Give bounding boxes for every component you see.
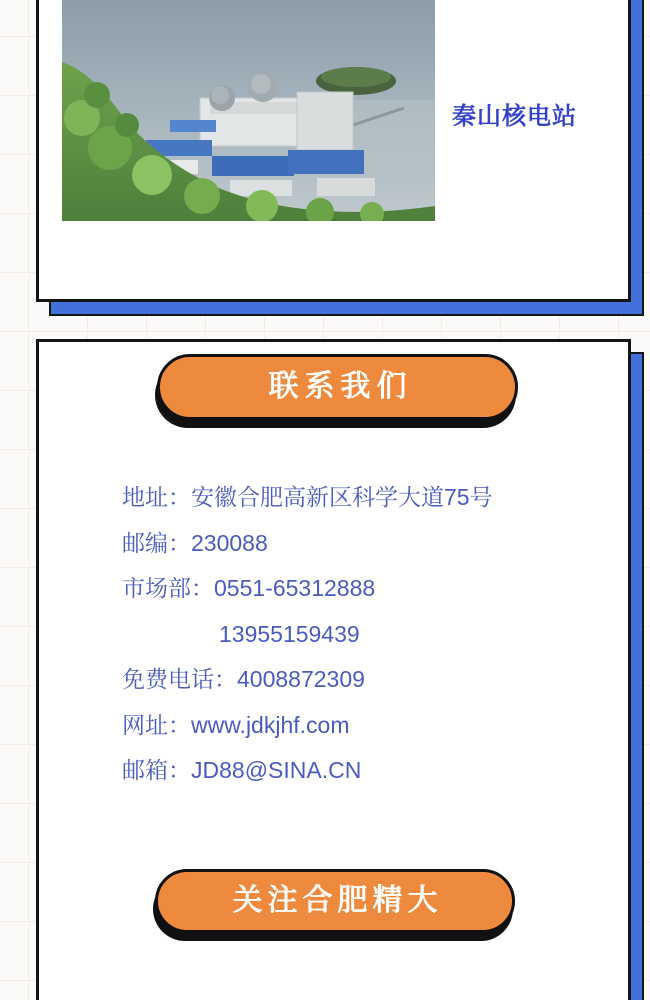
follow-button[interactable]: 关注合肥精大 [155, 869, 515, 933]
contact-us-button[interactable]: 联系我们 [157, 354, 518, 420]
photo-caption: 秦山核电站 [452, 103, 577, 130]
contact-line-tollfree-phone: 免费电话：4008872309 [122, 666, 365, 692]
contact-line-marketing-phone: 市场部：0551-65312888 [122, 575, 376, 601]
contact-line-website: 网址：www.jdkjhf.com [122, 711, 350, 738]
contact-line-mobile-phone: 13955159439 [219, 620, 360, 647]
plant-photo-illustration [62, 0, 435, 221]
plant-photo [62, 0, 435, 221]
contact-line-address: 地址：安徽合肥高新区科学大道75号 [122, 484, 493, 510]
contact-line-zipcode: 邮编：230088 [122, 529, 268, 556]
contact-line-email: 邮箱：JD88@SINA.CN [122, 757, 362, 783]
contact-info [122, 475, 493, 794]
